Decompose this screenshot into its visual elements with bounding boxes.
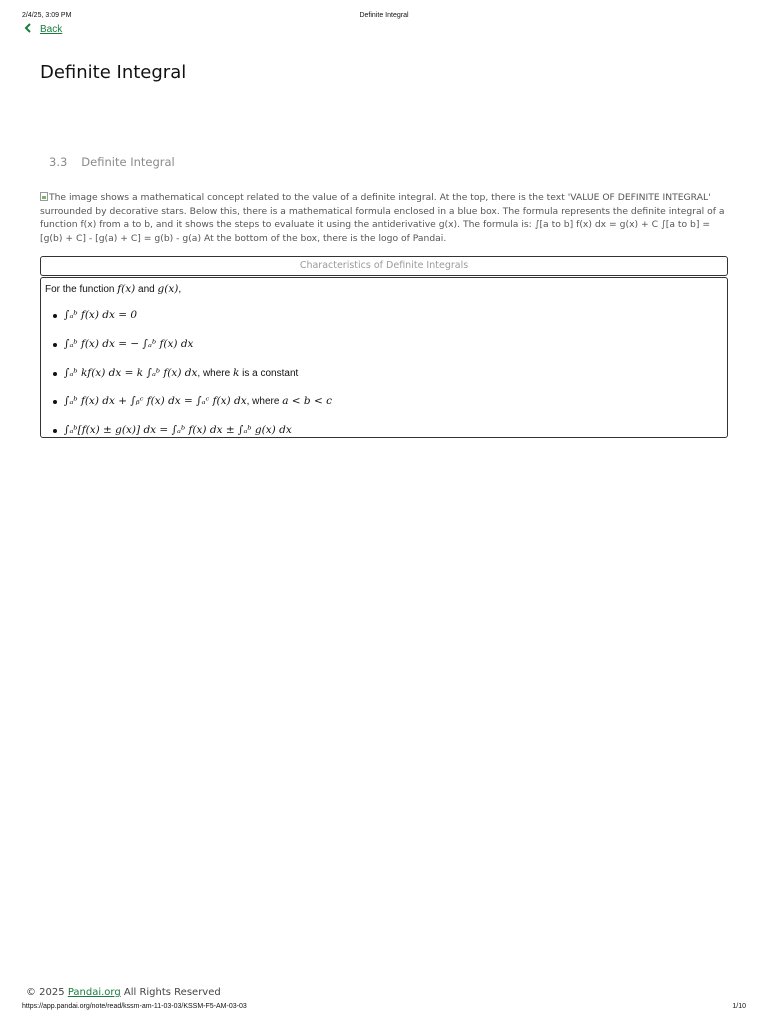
- formula-list: [45, 301, 723, 445]
- characteristics-box: [40, 277, 728, 438]
- characteristics-heading: Characteristics of Definite Integrals: [40, 256, 728, 276]
- intro-prefix: For the function: [45, 284, 118, 295]
- brand-link[interactable]: Pandai.org: [67, 987, 121, 998]
- formula: ∫ₐᵇ f(x) dx = − ∫ₐᵇ f(x) dx: [64, 337, 194, 350]
- formula-note-prefix: , where: [197, 367, 233, 379]
- back-link[interactable]: [24, 23, 62, 35]
- characteristics-intro: [45, 282, 723, 297]
- print-document-title: Definite Integral: [359, 12, 409, 19]
- list-item: [45, 301, 723, 330]
- intro-and: and: [135, 284, 158, 295]
- intro-function-f: f(x): [117, 283, 136, 295]
- figure-alt-text: [40, 191, 730, 245]
- formula: ∫ₐᵇ kf(x) dx = k ∫ₐᵇ f(x) dx: [64, 366, 198, 379]
- print-url: https://app.pandai.org/note/read/kssm-am-11-03-03/KSSM-F5-AM-03-03: [22, 1003, 247, 1010]
- intro-function-g: g(x): [157, 283, 179, 295]
- formula: ∫ₐᵇ[f(x) ± g(x)] dx = ∫ₐᵇ f(x) dx ± ∫ₐᵇ g(x) dx: [64, 424, 292, 437]
- section-heading: [49, 155, 175, 169]
- list-item: [45, 416, 723, 445]
- broken-image-icon: [40, 192, 48, 201]
- footer-copyright: [26, 987, 221, 998]
- list-item: [45, 330, 723, 359]
- back-link-label[interactable]: Back: [40, 23, 63, 35]
- formula: ∫ₐᵇ f(x) dx + ∫ᵦᶜ f(x) dx = ∫ₐᶜ f(x) dx: [64, 395, 247, 408]
- section-title: Definite Integral: [81, 155, 175, 169]
- print-header: [22, 12, 746, 24]
- intro-suffix: ,: [178, 284, 182, 295]
- copyright-prefix: © 2025: [26, 987, 68, 998]
- page-number: 1/10: [732, 1003, 746, 1010]
- formula-note-suffix: is a constant: [239, 367, 299, 379]
- section-number: 3.3: [49, 155, 68, 169]
- print-datetime: 2/4/25, 3:09 PM: [22, 12, 72, 19]
- formula: ∫ₐᵇ f(x) dx = 0: [64, 309, 138, 321]
- figure-alt-text-content: The image shows a mathematical concept related to the value of a definite integral. At the top, there is the text 'VALUE OF DEFINITE INTEGRAL' surrounded by decorative stars. Below this, there is a mathematical formula enclosed in a blue box. The formula represents the definite integral of a function f(x) from a to b, and it shows the steps to evaluate it using the antiderivative g(x). The formula is: ∫[a to b] f(x) dx = g(x) + C ∫[a to b] = [g(b) + C] - [g(a) + C] = g(b) - g(a) At the bottom of the box, there is the logo of Pandai.: [40, 192, 725, 244]
- list-item: [45, 359, 723, 388]
- formula-note-prefix: , where: [246, 396, 283, 408]
- formula-note-variable: a < b < c: [282, 395, 333, 408]
- page-title: Definite Integral: [40, 62, 187, 83]
- list-item: [45, 387, 723, 416]
- print-footer: [22, 1003, 746, 1013]
- copyright-suffix: All Rights Reserved: [120, 987, 221, 998]
- chevron-left-icon: [24, 23, 31, 35]
- formula-note-variable: k: [232, 366, 240, 379]
